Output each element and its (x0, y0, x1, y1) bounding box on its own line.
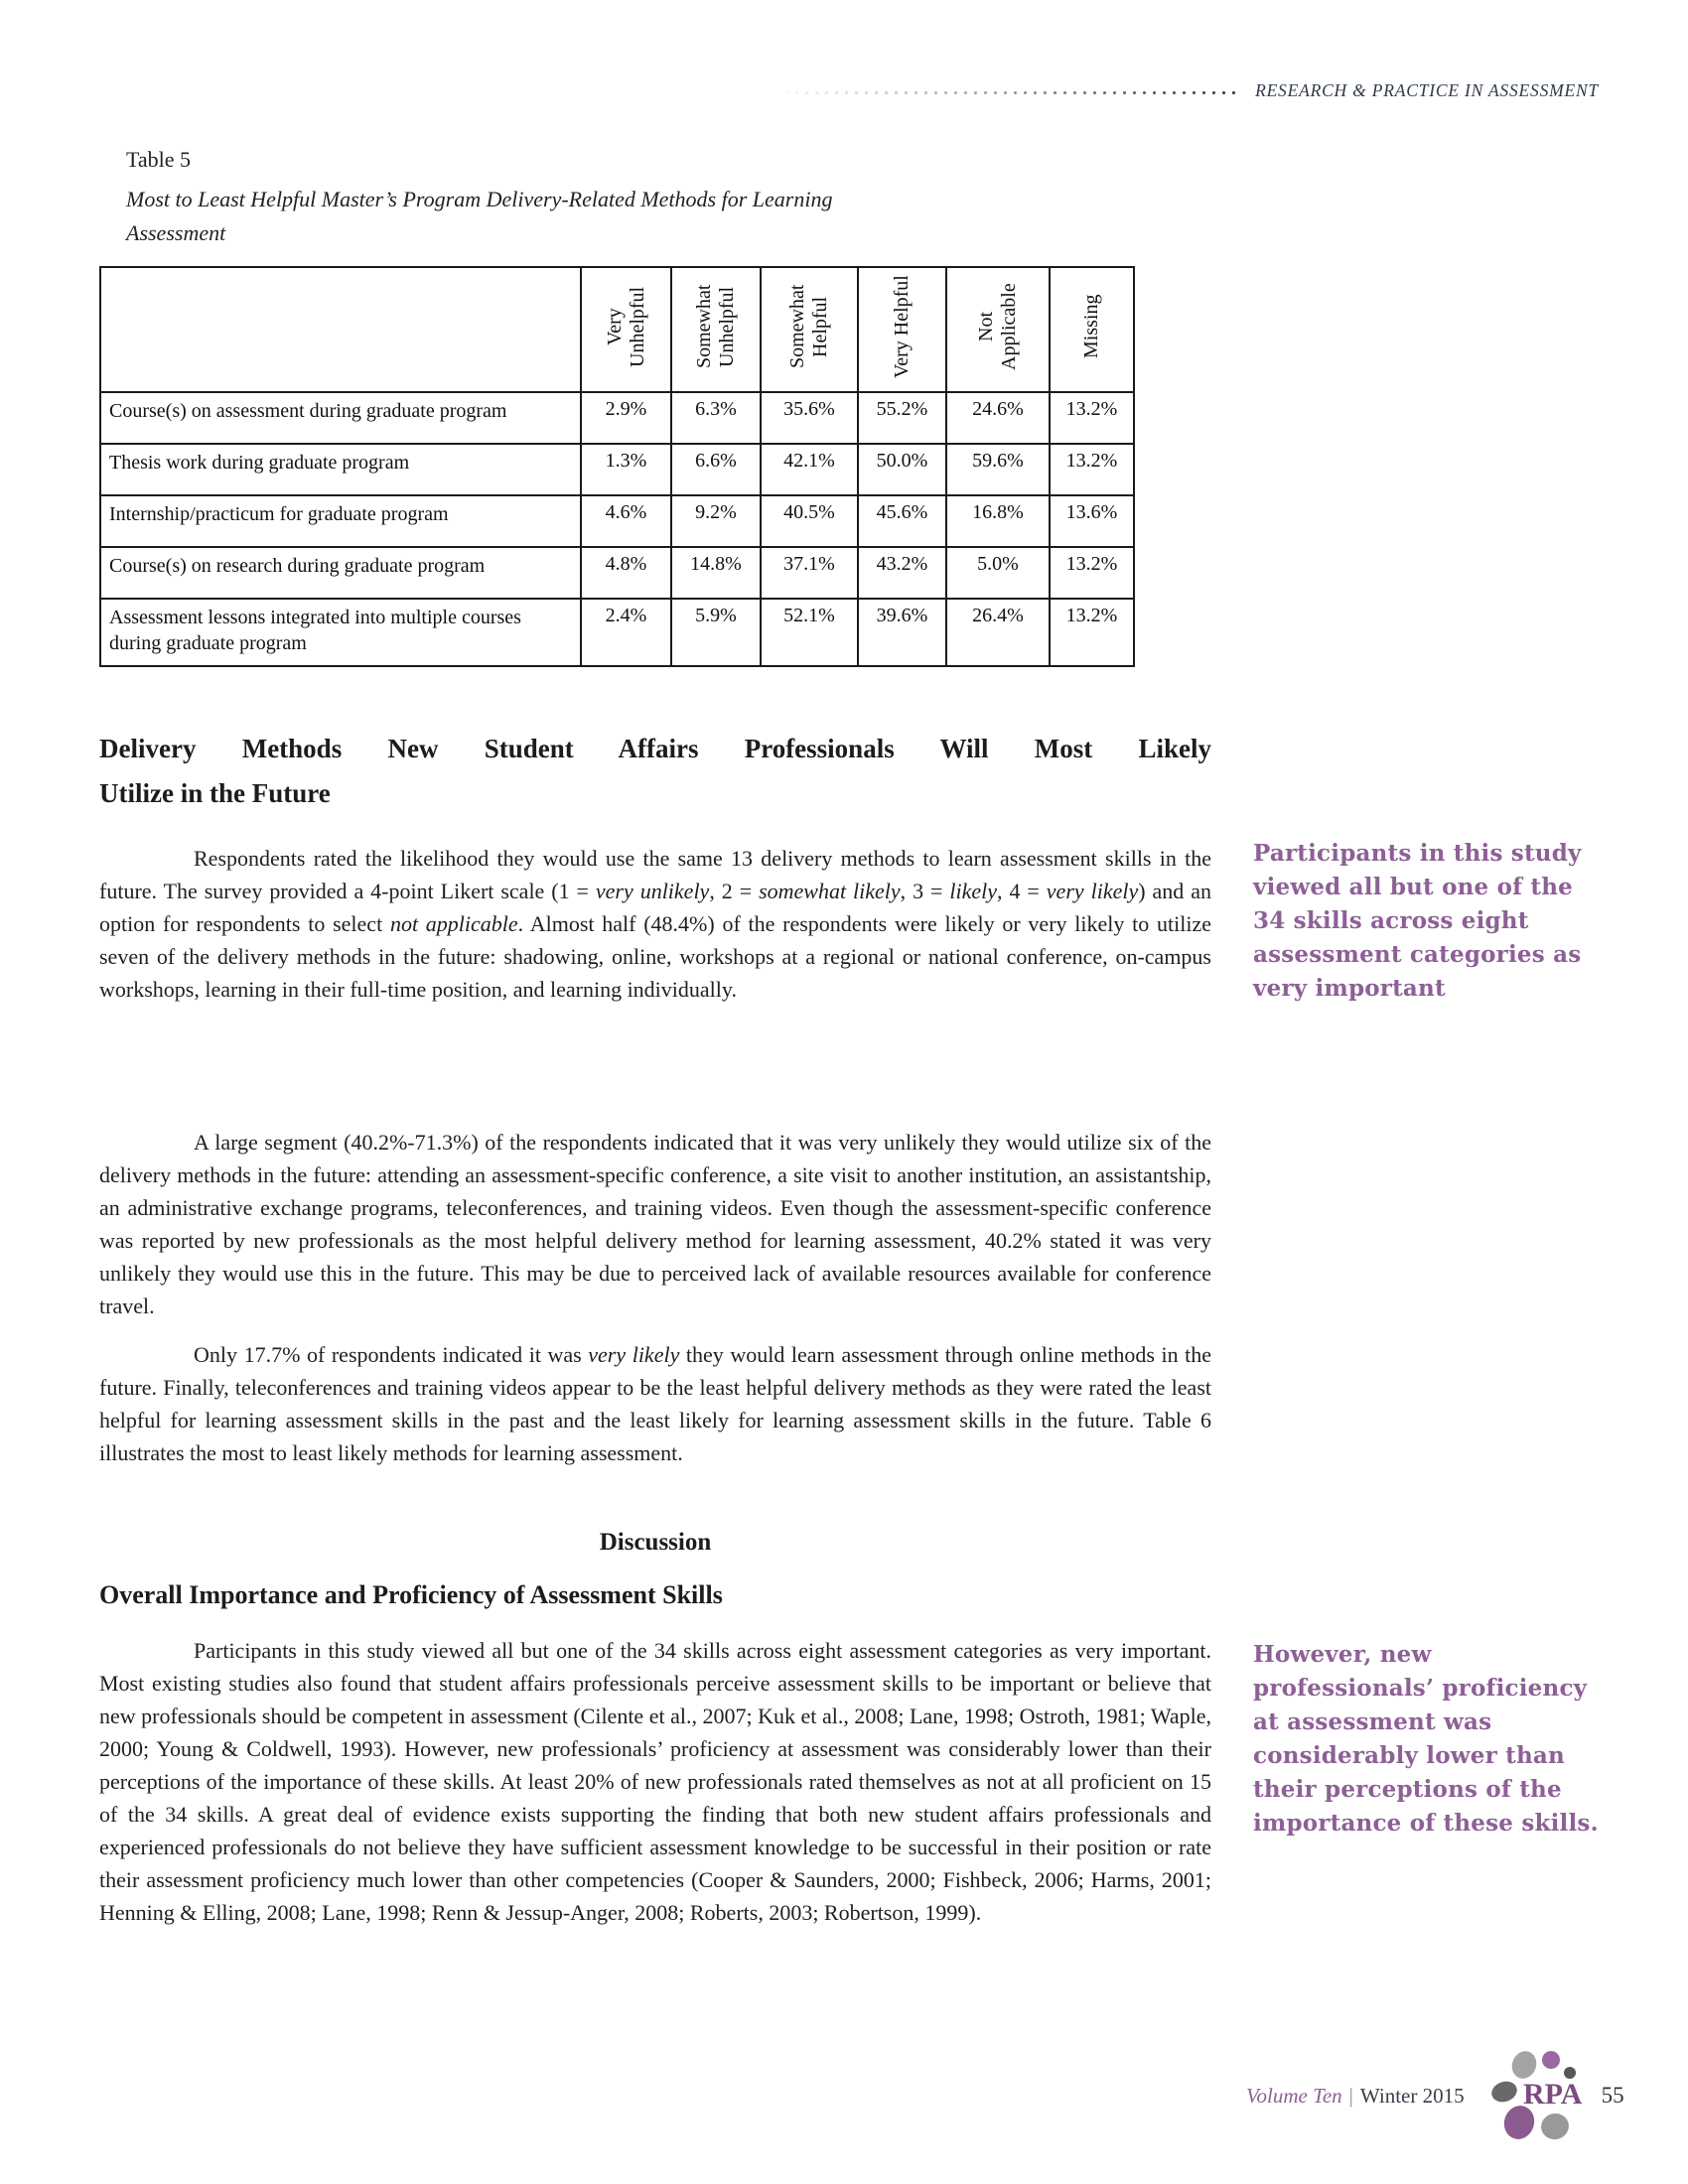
table-cell: 39.6% (858, 599, 946, 666)
paragraph-delivery-future-2: A large segment (40.2%-71.3%) of the respondents indicated that it was very unlikely they would utilize six of the delivery methods in the future: attending an assessment-specific conference, a site visit to another institution, an assistantship, an administrative exchange programs, teleconferences, and training videos. Even though the assessment-specific conference was reported by new professionals as the most helpful delivery method for learning assessment, 40.2% stated it was very unlikely they would use this in the future. This may be due to perceived lack of available resources available for conference travel. (99, 1130, 1211, 1318)
table-cell: 4.8% (581, 547, 671, 599)
logo-text: RPA (1522, 2078, 1582, 2111)
paragraph-text: Respondents rated the likelihood they would use the same 13 delivery methods to learn assessment skills in the future. The survey provided a 4-point Likert scale (1 = (99, 846, 1211, 903)
rpa-logo-icon (1490, 2047, 1582, 2144)
table-row (100, 392, 1134, 444)
table-cell: 45.6% (858, 495, 946, 547)
row-label: Assessment lessons integrated into multiple courses during graduate program (100, 599, 581, 666)
table-cell: 35.6% (761, 392, 858, 444)
rotated-header-label: Not Applicable (975, 283, 1020, 370)
pull-quote-2: However, new professionals’ proficiency at assessment was considerably lower than their perceptions of the importance of these skills. (1253, 1641, 1599, 1837)
volume-line (1246, 2084, 1465, 2109)
column-header-missing (1050, 267, 1134, 392)
column-header-somewhat-unhelpful (671, 267, 761, 392)
table-cell: 6.3% (671, 392, 761, 444)
empty-corner-cell (100, 267, 581, 392)
table-cell: 16.8% (946, 495, 1050, 547)
paragraph-discussion-1: Participants in this study viewed all but one of the 34 skills across eight assessment categories as very important. Most existing studies also found that student affairs professionals perceive assessment skills to be important or believe that new professionals should be competent in assessment (Cilente et al., 2007; Kuk et al., 2008; Lane, 1998; Ostroth, 1981; Waple, 2000; Young & Coldwell, 1993). However, new professionals’ proficiency at assessment was considerably lower than their perceptions of the importance of these skills. At least 20% of new professionals rated themselves as not at all proficient on 15 of the 34 skills. A great deal of evidence exists supporting the finding that both new student affairs professionals and experienced professionals do not believe they have sufficient assessment knowledge to be successful in their position or rate their assessment proficiency much lower than other competencies (Cooper & Saunders, 2000; Fishbeck, 2006; Harms, 2001; Henning & Elling, 2008; Lane, 1998; Renn & Jessup-Anger, 2008; Roberts, 2003; Robertson, 1999). (99, 1638, 1211, 1925)
table-5 (99, 266, 1135, 667)
rotated-header-label: Somewhat Unhelpful (693, 284, 738, 369)
italic-term: very likely (1046, 879, 1139, 903)
paragraph-text: , 2 = (709, 879, 760, 903)
rotated-header-label: Very Helpful (891, 275, 913, 378)
column-header-not-applicable (946, 267, 1050, 392)
table-cell: 52.1% (761, 599, 858, 666)
column-header-somewhat-helpful (761, 267, 858, 392)
italic-term: very likely (588, 1342, 680, 1367)
paragraph-text: , 4 = (997, 879, 1047, 903)
table-cell: 42.1% (761, 444, 858, 495)
rotated-header-label: Very Unhelpful (603, 286, 648, 367)
logo-petal-dark-left (1490, 2078, 1519, 2105)
table-cell: 26.4% (946, 599, 1050, 666)
paragraph-text: they would learn assessment through online methods in the future. Finally, teleconferences and training videos appear to be the least helpful delivery methods as they were rated the least helpful for learning assessment skills in the past and the least likely for learning assessment skills in the future. Table 6 illustrates the most to least likely methods for learning assessment. (99, 1342, 1212, 1465)
table-cell: 24.6% (946, 392, 1050, 444)
page-header (784, 77, 1599, 103)
italic-term: likely (949, 879, 998, 903)
column-header-very-unhelpful (581, 267, 671, 392)
table-row (100, 599, 1134, 666)
table-cell: 5.0% (946, 547, 1050, 599)
paragraph-text: . Almost half (48.4%) of the respondents were likely or very likely to utilize seven of the delivery methods in the future: shadowing, online, workshops at a regional or national conference, on-campus workshops, learning in their full-time position, and learning individually. (99, 911, 1211, 1002)
table-cell: 1.3% (581, 444, 671, 495)
subsection-heading: Overall Importance and Proficiency of Assessment Skills (99, 1580, 723, 1609)
table-cell: 9.2% (671, 495, 761, 547)
row-label: Course(s) on research during graduate program (100, 547, 581, 599)
table-row (100, 547, 1134, 599)
table-cell: 50.0% (858, 444, 946, 495)
footer-separator: | (1348, 2083, 1353, 2108)
italic-term: somewhat likely (759, 879, 901, 903)
table-header (100, 267, 1134, 392)
table-header-row (100, 267, 1134, 392)
table-cell: 59.6% (946, 444, 1050, 495)
table-cell: 40.5% (761, 495, 858, 547)
table-cell: 43.2% (858, 547, 946, 599)
paragraph-delivery-future-1 (99, 842, 1211, 1006)
table-cell: 37.1% (761, 547, 858, 599)
volume-label: Volume Ten (1246, 2083, 1342, 2108)
table-caption: Most to Least Helpful Master’s Program Delivery-Related Methods for Learning Assessment (126, 187, 833, 245)
row-label: Course(s) on assessment during graduate program (100, 392, 581, 444)
rotated-header-label: Somewhat Helpful (786, 284, 831, 369)
table-number: Table 5 (126, 147, 192, 172)
italic-term: very unlikely (595, 879, 710, 903)
italic-term: not applicable (389, 911, 518, 936)
row-label: Internship/practicum for graduate program (100, 495, 581, 547)
section-heading (99, 727, 1211, 816)
discussion-heading: Discussion (599, 1529, 712, 1556)
table-cell: 14.8% (671, 547, 761, 599)
logo-petal-gray-bottom (1538, 2111, 1571, 2141)
page-footer (1246, 2041, 1633, 2150)
column-header-very-helpful (858, 267, 946, 392)
table-cell: 2.4% (581, 599, 671, 666)
page-number: 55 (1601, 2083, 1624, 2108)
table-cell: 13.6% (1050, 495, 1134, 547)
section-heading-line2: Utilize in the Future (99, 778, 331, 808)
table-cell: 13.2% (1050, 599, 1134, 666)
issue-label: Winter 2015 (1359, 2083, 1465, 2108)
paragraph-delivery-future-3 (99, 1338, 1211, 1469)
table-body (100, 392, 1134, 666)
table-cell: 5.9% (671, 599, 761, 666)
table-cell: 4.6% (581, 495, 671, 547)
rotated-header-label: Missing (1080, 294, 1102, 359)
table-row (100, 444, 1134, 495)
table-cell: 6.6% (671, 444, 761, 495)
paragraph-text: , 3 = (900, 879, 950, 903)
paragraph-text: Only 17.7% of respondents indicated it was (194, 1342, 589, 1367)
table-cell: 13.2% (1050, 444, 1134, 495)
paragraph-text: ) and an option for respondents to select (99, 879, 1211, 936)
journal-title: RESEARCH & PRACTICE IN ASSESSMENT (1255, 79, 1599, 100)
table-cell: 13.2% (1050, 392, 1134, 444)
dotted-rule (784, 90, 1241, 95)
pull-quote-1: Participants in this study viewed all but one of the 34 skills across eight assessment categories as very important (1253, 840, 1582, 1002)
table-cell: 2.9% (581, 392, 671, 444)
logo-dot-purple (1542, 2051, 1560, 2069)
section-heading-line1: Delivery Methods New Student Affairs Professionals Will Most Likely (99, 734, 1211, 763)
row-label: Thesis work during graduate program (100, 444, 581, 495)
table-row (100, 495, 1134, 547)
table-cell: 55.2% (858, 392, 946, 444)
table-cell: 13.2% (1050, 547, 1134, 599)
